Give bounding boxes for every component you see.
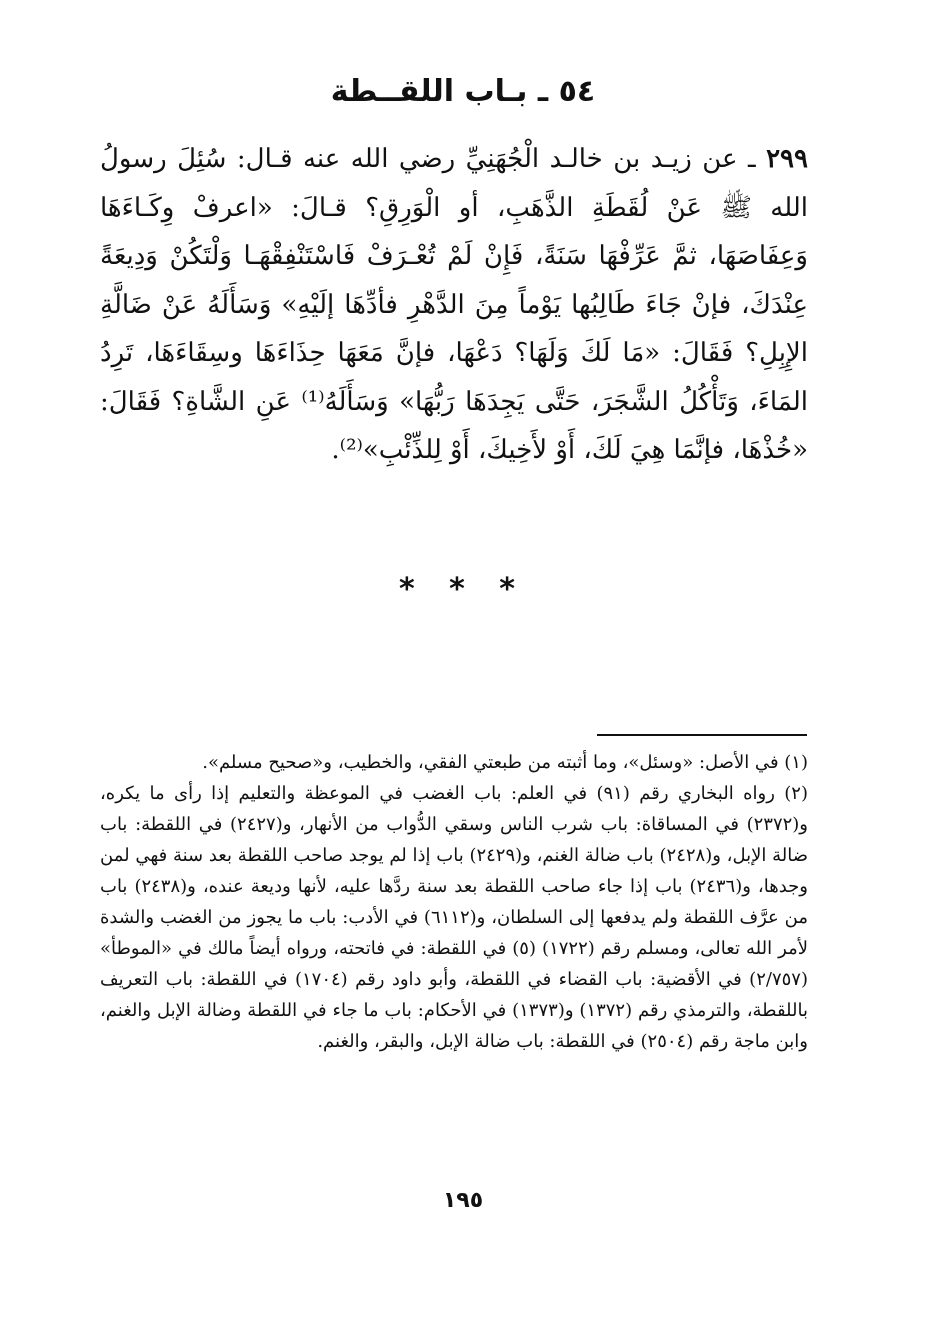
page-number: ١٩٥ [442,1188,484,1213]
footnote-1: (١) في الأصل: «وسئل»، وما أثبته من طبعتي الفقي، والخطيب، و«صحيح مسلم». [202,752,808,773]
footnotes [100,747,808,1057]
hadith-number: ٢٩٩ [766,144,808,174]
section-separator: * * * [399,572,527,607]
footnote-divider [597,734,807,736]
hadith-text: ـ عن زيـد بن خالـد الْجُهَنِيِّ رضي الله عنه قـال: سُئِلَ رسولُ الله ﷺ عَنْ لُقَطَةِ الذَّهَبِ، أو الْوَرِقِ؟ قـالَ: «اعرفْ وِكَـاءَهَا وَعِفَاصَهَا، ثمَّ عَرِّفْهَا سَنَةً، فَإِنْ لَمْ تُعْـرَفْ فَاسْتَنْفِقْهَـا وَلْتَكُنْ وَدِيعَةً عِنْدَكَ، فإنْ جَاءَ طَالِبُها يَوْماً مِنَ الدَّهْرِ فأدِّهَا إلَيْهِ» وَسَأَلَهُ عَنْ ضَالَّةِ الإِبِلِ؟ فَقَالَ: «مَا لَكَ وَلَهَا؟ دَعْهَا، فإنَّ مَعَهَا حِذَاءَهَا وسِقَاءَهَا، تَرِدُ المَاءَ، وَتَأْكُلُ الشَّجَرَ، حَتَّى يَجِدَهَا رَبُّهَا» وَسَأَلَهُ⁽¹⁾ عَنِ الشَّاةِ؟ فَقَالَ: «خُذْهَا، فإنَّمَا هِيَ لَكَ، أَوْ لأَخِيكَ، أَوْ لِلذِّئْبِ»⁽²⁾. [100,144,808,465]
footnote-2: (٢) رواه البخاري رقم (٩١) في العلم: باب الغضب في الموعظة والتعليم إذا رأى ما يكره، و(٢٣٧٢) في المساقاة: باب شرب الناس وسقي الدُّواب من الأنهار، و(٢٤٢٧) في اللقطة: باب ضالة الإبل، و(٢٤٢٨) باب ضالة الغنم، و(٢٤٢٩) باب إذا لم يوجد صاحب اللقطة بعد سنة فهي لمن وجدها، و(٢٤٣٦) باب إذا جاء صاحب اللقطة بعد سنة ردَّها عليه، لأنها وديعة عنده، و(٢٤٣٨) باب من عرَّف اللقطة ولم يدفعها إلى السلطان، و(٦١١٢) في الأدب: باب ما يجوز من الغضب والشدة لأمر الله تعالى، ومسلم رقم (١٧٢٢) (٥) في اللقطة: في فاتحته، ورواه أيضاً مالك في «الموطأ» (٢/٧٥٧) في الأقضية: باب القضاء في اللقطة، وأبو داود رقم (١٧٠٤) في اللقطة: باب التعريف باللقطة، والترمذي رقم (١٣٧٢) و(١٣٧٣) في الأحكام: باب ما جاء في اللقطة وضالة الإبل والغنم، وابن ماجة رقم (٢٥٠٤) في اللقطة: باب ضالة الإبل، والبقر، والغنم. [100,783,808,1052]
chapter-title: ٥٤ ـ بـاب اللقــطة [330,74,596,109]
hadith-body [100,135,808,475]
